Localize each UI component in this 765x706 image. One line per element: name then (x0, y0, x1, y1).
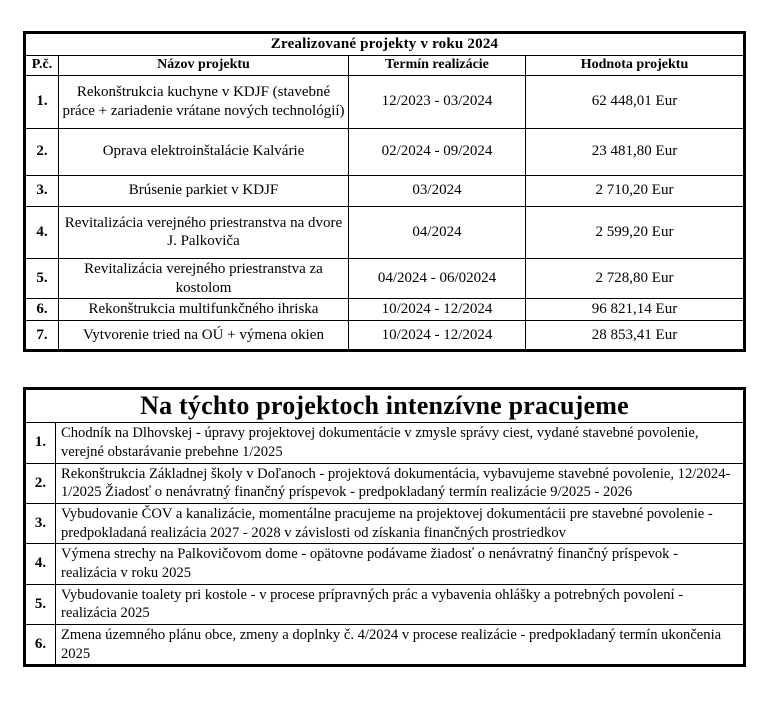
project-description: Vybudovanie ČOV a kanalizácie, momentálne pracujeme na projektovej dokumentácii pre stavebné povolenie - predpokladaná realizácia 2027 - 2028 v závislosti od získania finančných prostriedkov (56, 503, 745, 543)
row-number: 3. (25, 503, 56, 543)
project-name: Brúsenie parkiet v KDJF (59, 175, 349, 206)
project-description: Zmena územného plánu obce, zmeny a doplnky č. 4/2024 v procese realizácie - predpokladaný termín ukončenia 2025 (56, 624, 745, 665)
table-row (25, 463, 745, 503)
column-header-num: P.č. (25, 55, 59, 75)
table-row (25, 175, 745, 206)
table-title-row (25, 389, 745, 423)
project-name: Rekonštrukcia multifunkčného ihriska (59, 299, 349, 321)
table-title-row (25, 33, 745, 56)
project-term: 04/2024 (349, 206, 526, 258)
project-value: 2 710,20 Eur (526, 175, 745, 206)
table-row (25, 503, 745, 543)
row-number: 6. (25, 624, 56, 665)
row-number: 1. (25, 75, 59, 128)
row-number: 7. (25, 321, 59, 351)
project-name: Revitalizácia verejného priestranstva na dvore J. Palkoviča (59, 206, 349, 258)
row-number: 4. (25, 206, 59, 258)
table-row (25, 624, 745, 665)
column-header-value: Hodnota projektu (526, 55, 745, 75)
project-term: 03/2024 (349, 175, 526, 206)
row-number: 4. (25, 544, 56, 584)
project-value: 62 448,01 Eur (526, 75, 745, 128)
project-term: 12/2023 - 03/2024 (349, 75, 526, 128)
project-value: 2 599,20 Eur (526, 206, 745, 258)
project-description: Chodník na Dlhovskej - úpravy projektovej dokumentácie v zmysle správy ciest, vydané stavebné povolenie, verejné obstarávanie prebehne 1/2025 (56, 423, 745, 463)
project-term: 10/2024 - 12/2024 (349, 321, 526, 351)
project-value: 96 821,14 Eur (526, 299, 745, 321)
project-term: 04/2024 - 06/02024 (349, 258, 526, 299)
column-header-name: Názov projektu (59, 55, 349, 75)
table-row (25, 128, 745, 175)
project-description: Vybudovanie toalety pri kostole - v procese prípravných prác a vybavenia ohlášky a potrebných povolení - realizácia 2025 (56, 584, 745, 624)
project-name: Revitalizácia verejného priestranstva za kostolom (59, 258, 349, 299)
table-row (25, 544, 745, 584)
project-value: 2 728,80 Eur (526, 258, 745, 299)
inprogress-table-title: Na týchto projektoch intenzívne pracujeme (25, 389, 745, 423)
row-number: 1. (25, 423, 56, 463)
project-term: 02/2024 - 09/2024 (349, 128, 526, 175)
project-value: 28 853,41 Eur (526, 321, 745, 351)
project-description: Výmena strechy na Palkovičovom dome - opätovne podávame žiadosť o nenávratný finančný príspevok - realizácia v roku 2025 (56, 544, 745, 584)
project-name: Rekonštrukcia kuchyne v KDJF (stavebné práce + zariadenie vrátane nových technológií) (59, 75, 349, 128)
table-row (25, 423, 745, 463)
row-number: 3. (25, 175, 59, 206)
table-row (25, 75, 745, 128)
table-header-row (25, 55, 745, 75)
table-row (25, 206, 745, 258)
table-row (25, 321, 745, 351)
column-header-term: Termín realizácie (349, 55, 526, 75)
project-value: 23 481,80 Eur (526, 128, 745, 175)
row-number: 6. (25, 299, 59, 321)
table-row (25, 299, 745, 321)
row-number: 5. (25, 584, 56, 624)
project-description: Rekonštrukcia Základnej školy v Doľanoch - projektová dokumentácia, vybavujeme stavebné povolenie, 12/2024-1/2025 Žiadosť o nenávratný finančný príspevok - predpokladaný termín realizácie 9/2025 - 2026 (56, 463, 745, 503)
inprogress-projects-table (23, 387, 746, 667)
project-term: 10/2024 - 12/2024 (349, 299, 526, 321)
project-name: Vytvorenie tried na OÚ + výmena okien (59, 321, 349, 351)
completed-table-title: Zrealizované projekty v roku 2024 (25, 33, 745, 56)
completed-projects-table (23, 31, 746, 352)
table-row (25, 584, 745, 624)
row-number: 2. (25, 463, 56, 503)
table-row (25, 258, 745, 299)
project-name: Oprava elektroinštalácie Kalvárie (59, 128, 349, 175)
row-number: 2. (25, 128, 59, 175)
row-number: 5. (25, 258, 59, 299)
